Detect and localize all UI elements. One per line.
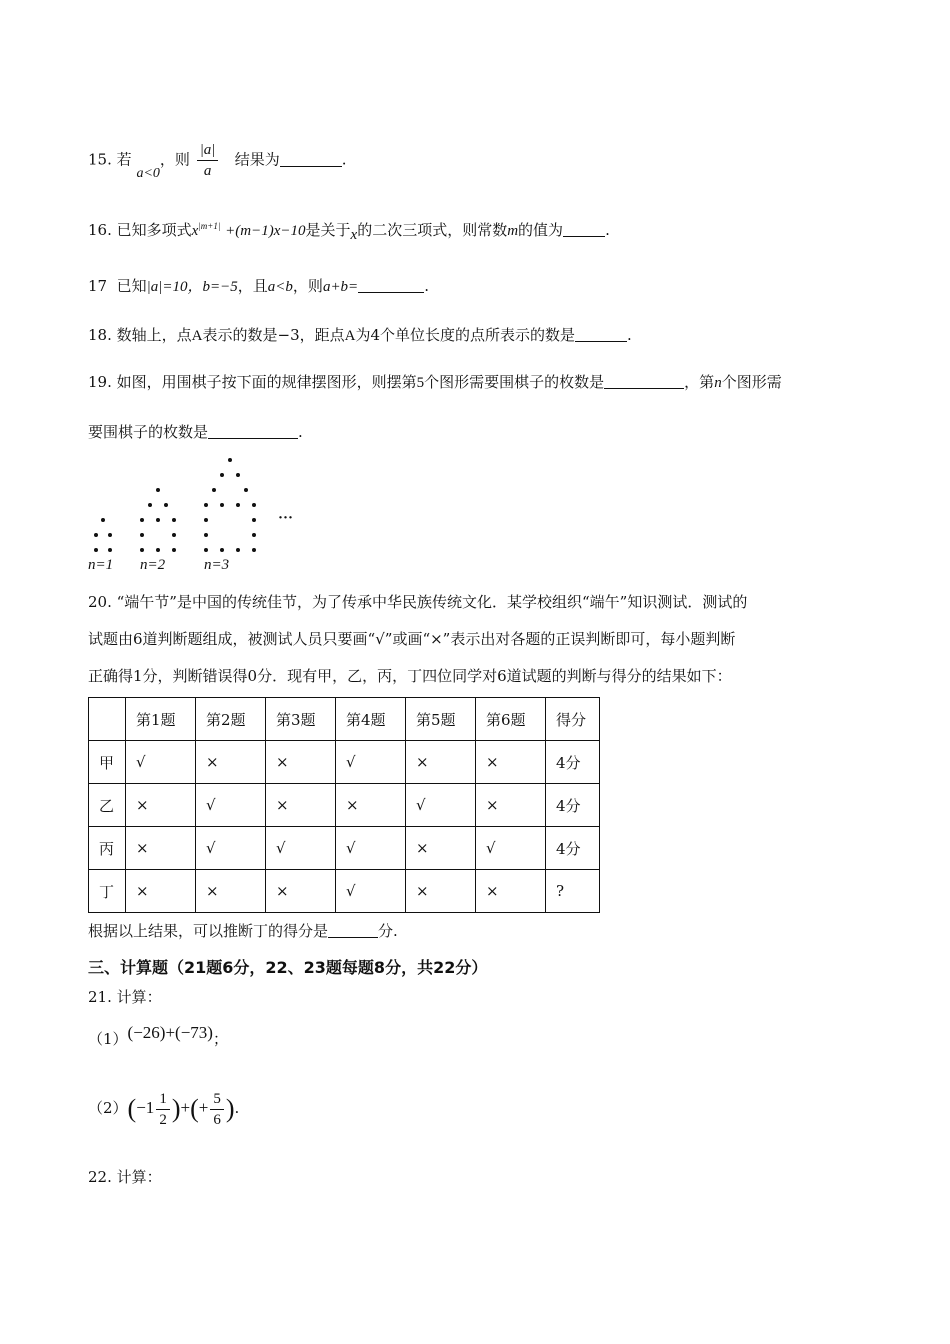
question-16: 16. 已知多项式$x^{|m+1|} +(m-1)x-10$是关于x的二次三项式，则常数m的值为 .	[88, 221, 610, 243]
table-cell: ×	[126, 784, 196, 827]
dot	[252, 503, 256, 507]
dot	[94, 533, 98, 537]
table-row	[89, 784, 600, 827]
table-cell: √	[196, 827, 266, 870]
dot	[140, 533, 144, 537]
label-n1: n=1	[88, 557, 114, 573]
table-cell: ×	[406, 741, 476, 784]
dot	[204, 533, 208, 537]
table-cell: √	[196, 784, 266, 827]
table-cell: 甲	[89, 741, 126, 784]
dot	[220, 503, 224, 507]
dot	[220, 548, 224, 552]
dot	[101, 518, 105, 522]
table-cell: √	[336, 741, 406, 784]
dot	[204, 503, 208, 507]
question-17: 17 已知|a|=10，b=−5，且a<b，则a+b= .	[88, 277, 429, 295]
dot	[140, 518, 144, 522]
dot	[164, 503, 168, 507]
dot	[172, 518, 176, 522]
dot	[108, 533, 112, 537]
table-cell: ?	[546, 870, 600, 913]
table-cell: 丁	[89, 870, 126, 913]
question-18: 18. 数轴上，点A表示的数是−3，距点A为4个单位长度的点所表示的数是 .	[88, 326, 632, 344]
dot	[172, 533, 176, 537]
dot	[156, 518, 160, 522]
answer-blank[interactable]	[328, 923, 378, 938]
table-cell: 丙	[89, 827, 126, 870]
table-header: 第3题	[266, 698, 336, 741]
table-cell: 4分	[546, 741, 600, 784]
dot	[108, 548, 112, 552]
question-20-conclusion: 根据以上结果，可以推断丁的得分是 分.	[88, 922, 398, 940]
question-20-line2: 试题由6道判断题组成，被测试人员只要画“√”或画“×”表示出对各题的正误判断即可，每小题判断	[88, 630, 736, 648]
table-cell: √	[336, 827, 406, 870]
question-22: 22. 计算：	[88, 1168, 162, 1186]
table-row	[89, 870, 600, 913]
dot	[236, 503, 240, 507]
answer-blank[interactable]	[563, 222, 605, 237]
table-header: 第6题	[476, 698, 546, 741]
dot	[140, 548, 144, 552]
dot	[252, 533, 256, 537]
question-20-line1: 20. “端午节”是中国的传统佳节，为了传承中华民族传统文化．某学校组织“端午”知识测试．测试的	[88, 593, 748, 611]
table-header: 第5题	[406, 698, 476, 741]
answer-blank[interactable]	[280, 152, 342, 167]
question-15: 15. 若 a<0，则 $\frac{|a|}{a}$ 结果为 .	[88, 142, 347, 181]
table-cell: √	[126, 741, 196, 784]
dot	[244, 488, 248, 492]
table-cell: 4分	[546, 784, 600, 827]
question-20-line3: 正确得1分，判断错误得0分．现有甲，乙，丙，丁四位同学对6道试题的判断与得分的结果如下：	[88, 667, 732, 685]
table-cell: √	[406, 784, 476, 827]
question-21-part2: （2）(−1 $\frac{1}{2}$ )+(+ $\frac{5}{6}$ ).	[88, 1090, 240, 1128]
dot	[220, 473, 224, 477]
table-cell: ×	[336, 784, 406, 827]
table-cell: ×	[196, 741, 266, 784]
table-cell: ×	[126, 827, 196, 870]
table-header-row	[89, 698, 600, 741]
dot	[236, 548, 240, 552]
table-cell: ×	[476, 784, 546, 827]
dot	[94, 548, 98, 552]
question-19-line2: 要围棋子的枚数是 .	[88, 423, 303, 441]
section-heading: 三、计算题（21题6分，22、23题每题8分，共22分）	[88, 958, 488, 977]
fraction-five-sixths: $\frac{5}{6}$	[210, 1089, 224, 1130]
dot	[204, 518, 208, 522]
table-cell: ×	[476, 741, 546, 784]
table-cell: √	[336, 870, 406, 913]
dot	[156, 548, 160, 552]
table-cell	[89, 698, 126, 741]
condition-a-lt-0: a<0	[136, 165, 160, 181]
table-header: 第1题	[126, 698, 196, 741]
table-cell: ×	[476, 870, 546, 913]
table-cell: ×	[406, 827, 476, 870]
answer-blank-2[interactable]	[208, 424, 298, 439]
table-cell: √	[266, 827, 336, 870]
table-header: 得分	[546, 698, 600, 741]
dot	[156, 488, 160, 492]
table-cell: ×	[196, 870, 266, 913]
table-cell: 4分	[546, 827, 600, 870]
dot	[212, 488, 216, 492]
dot	[252, 518, 256, 522]
dot	[148, 503, 152, 507]
label-n2: n=2	[140, 557, 166, 573]
question-21: 21. 计算：	[88, 988, 162, 1006]
answer-blank[interactable]	[358, 278, 424, 293]
label-n3: n=3	[204, 557, 230, 573]
table-cell: ×	[406, 870, 476, 913]
table-cell: 乙	[89, 784, 126, 827]
dot	[172, 548, 176, 552]
table-cell: ×	[266, 741, 336, 784]
dot	[236, 473, 240, 477]
table-cell: √	[476, 827, 546, 870]
answer-blank-1[interactable]	[604, 374, 684, 389]
table-row	[89, 827, 600, 870]
fraction-abs-a-over-a: $\frac{|a|}{a}$	[197, 140, 219, 181]
answer-blank[interactable]	[575, 327, 627, 342]
dot	[228, 458, 232, 462]
dot	[252, 548, 256, 552]
dot	[204, 548, 208, 552]
results-table	[88, 697, 600, 913]
ellipsis: ···	[278, 510, 294, 526]
question-21-part1: （1）(−26)+(−73)；	[88, 1023, 228, 1048]
table-cell: ×	[266, 870, 336, 913]
question-19-line1: 19. 如图，用围棋子按下面的规律摆图形，则摆第5个图形需要围棋子的枚数是 ，第n个图形需	[88, 373, 782, 391]
table-row	[89, 741, 600, 784]
table-header: 第2题	[196, 698, 266, 741]
table-cell: ×	[266, 784, 336, 827]
fraction-one-half: $\frac{1}{2}$	[156, 1089, 170, 1130]
table-cell: ×	[126, 870, 196, 913]
table-header: 第4题	[336, 698, 406, 741]
